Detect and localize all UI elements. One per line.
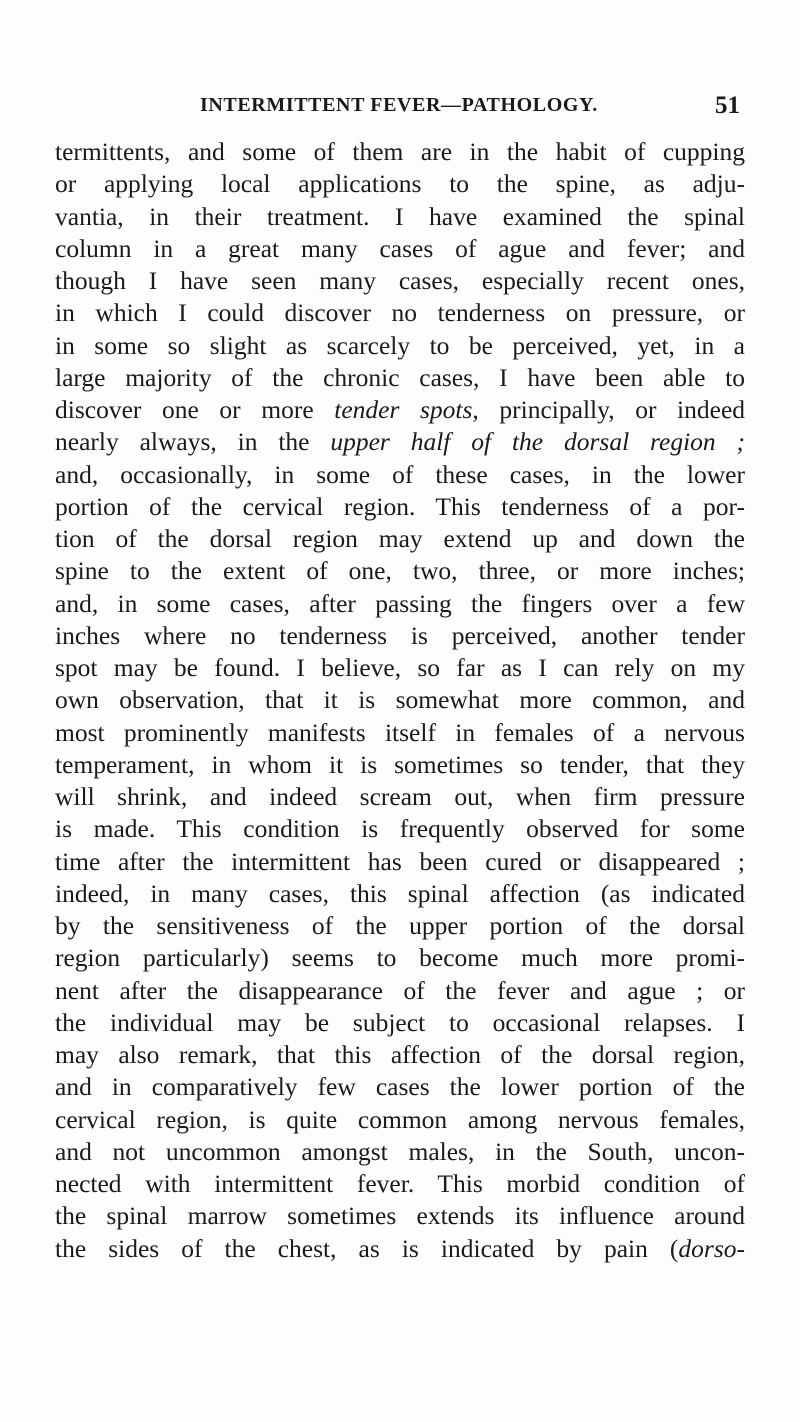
text-segment: region particularly) seems to become much more promi-	[55, 943, 745, 973]
text-segment: the spinal marrow sometimes extends its influence around	[55, 1201, 745, 1231]
text-line	[55, 426, 745, 458]
text-segment: tion of the dorsal region may extend up and down the	[55, 524, 745, 553]
text-segment: own observation, that it is somewhat more common, and	[55, 685, 745, 715]
text-segment: in some so slight as scarcely to be perceived, yet, in a	[55, 330, 745, 360]
text-line	[55, 652, 745, 684]
text-line	[55, 459, 745, 491]
text-segment: indeed, in many cases, this spinal affection (as indicated	[55, 878, 745, 908]
text-segment: may also remark, that this affection of the dorsal region,	[55, 1040, 745, 1069]
text-segment: the individual may be subject to occasional relapses. I	[55, 1007, 745, 1037]
text-segment: column in a great many cases of ague and fever; and	[55, 233, 745, 263]
text-segment: large majority of the chronic cases, I have been able to	[55, 362, 745, 392]
text-segment: vantia, in their treatment. I have examined the spinal	[55, 201, 745, 231]
text-line	[55, 136, 745, 168]
text-segment: nected with intermittent fever. This morbid condition of	[55, 1169, 745, 1198]
text-line	[55, 1104, 745, 1136]
text-segment: discover one or more	[55, 395, 335, 424]
text-segment: spine to the extent of one, two, three, or more inches;	[55, 556, 745, 586]
text-line	[55, 975, 745, 1007]
text-segment: and not uncommon amongst males, in the South, uncon-	[55, 1136, 745, 1166]
text-segment: time after the intermittent has been cured or disappeared ;	[55, 846, 745, 876]
text-segment: and in comparatively few cases the lower portion of the	[55, 1072, 745, 1102]
text-line	[55, 265, 745, 297]
text-line	[55, 1071, 745, 1103]
text-segment: though I have seen many cases, especially recent ones,	[55, 266, 745, 295]
text-line	[55, 297, 745, 329]
text-segment: and, in some cases, after passing the fingers over a few	[55, 588, 745, 618]
text-segment: or applying local applications to the spine, as adju-	[55, 169, 745, 199]
text-segment: spot may be found. I believe, so far as I can rely on my	[55, 653, 745, 682]
text-segment: and, occasionally, in some of these cases, in the lower	[55, 459, 745, 489]
text-segment: portion of the cervical region. This tenderness of a por-	[55, 491, 745, 521]
text-segment: the sides of the chest, as is indicated by pain (	[55, 1233, 679, 1263]
running-head	[200, 94, 740, 124]
text-segment: nent after the disappearance of the fever and ague ; or	[55, 975, 745, 1005]
text-segment: most prominently manifests itself in females of a nervous	[55, 717, 745, 747]
body-paragraph	[55, 136, 745, 1265]
text-segment: principally, or indeed	[478, 395, 746, 424]
text-line	[55, 684, 745, 716]
text-line	[55, 1200, 745, 1232]
text-line	[55, 201, 745, 233]
text-line	[55, 813, 745, 845]
text-line	[55, 330, 745, 362]
text-segment: inches where no tenderness is perceived, another tender	[55, 620, 745, 650]
text-segment: will shrink, and indeed scream out, when firm pressure	[55, 782, 745, 811]
italic-text: tender spots,	[334, 395, 479, 424]
text-segment: is made. This condition is frequently observed for some	[55, 814, 745, 844]
text-line	[55, 362, 745, 394]
text-line	[55, 491, 745, 523]
text-line	[55, 523, 745, 555]
text-line	[55, 1007, 745, 1039]
text-line	[55, 588, 745, 620]
text-line	[55, 1136, 745, 1168]
text-line	[55, 1233, 745, 1265]
page-number: 51	[715, 92, 740, 119]
text-segment: temperament, in whom it is sometimes so tender, that they	[55, 749, 745, 779]
text-line	[55, 620, 745, 652]
text-line	[55, 878, 745, 910]
text-line	[55, 942, 745, 974]
italic-text: upper half of the dorsal region ;	[330, 427, 746, 457]
text-line	[55, 846, 745, 878]
text-line	[55, 394, 745, 426]
text-line	[55, 717, 745, 749]
text-segment: cervical region, is quite common among nervous females,	[55, 1104, 745, 1134]
italic-text: dorso-	[678, 1233, 745, 1263]
text-line	[55, 910, 745, 942]
text-line	[55, 555, 745, 587]
running-title: INTERMITTENT FEVER—PATHOLOGY.	[200, 94, 598, 116]
text-segment: by the sensitiveness of the upper portion of the dorsal	[55, 911, 745, 940]
text-segment: termittents, and some of them are in the habit of cupping	[55, 137, 745, 166]
text-line	[55, 781, 745, 813]
text-line	[55, 233, 745, 265]
text-segment: nearly always, in the	[55, 427, 331, 457]
text-line	[55, 168, 745, 200]
text-segment: in which I could discover no tenderness on pressure, or	[55, 298, 745, 328]
text-line	[55, 749, 745, 781]
text-line	[55, 1039, 745, 1071]
text-line	[55, 1168, 745, 1200]
